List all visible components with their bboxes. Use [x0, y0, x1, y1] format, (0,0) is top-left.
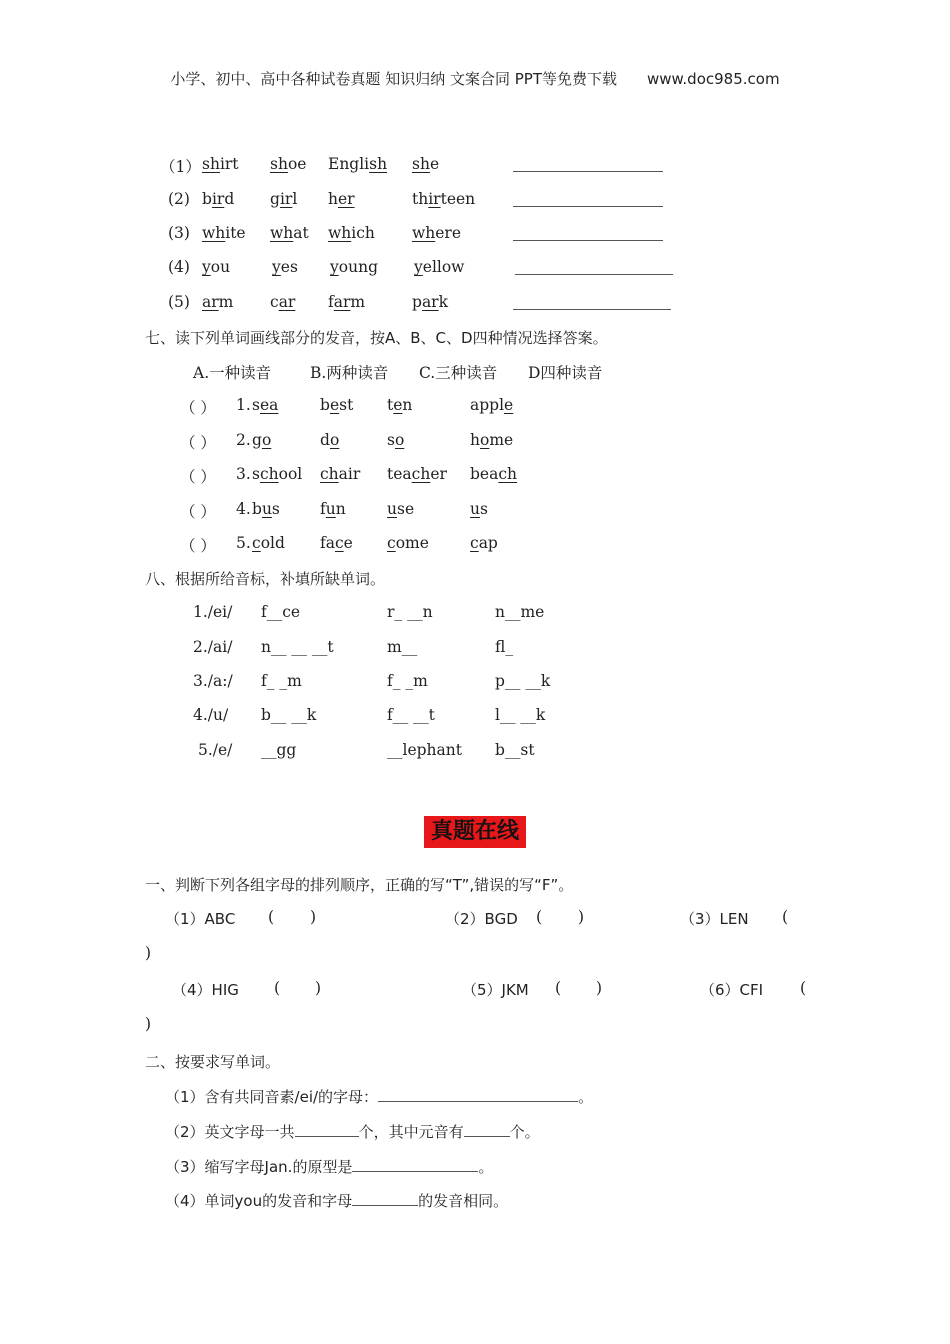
underlined-letters: u [470, 500, 480, 518]
underlined-letters: y [330, 258, 339, 276]
word [412, 224, 461, 242]
fill-word[interactable]: m__ [387, 638, 418, 656]
word [252, 500, 280, 518]
item-text: 个，其中元音有 [358, 1123, 464, 1141]
word-part: oung [338, 258, 378, 276]
underlined-letters: er [337, 190, 355, 208]
word-part: es [280, 258, 298, 276]
word-part: th [412, 190, 429, 208]
fill-word[interactable]: n__ __ __t [261, 638, 334, 656]
underlined-letters: wh [270, 224, 294, 242]
item-number: （3） [165, 1158, 205, 1176]
answer-blank[interactable] [378, 1087, 578, 1102]
item-number: （3）LEN [680, 910, 749, 928]
page-header [0, 68, 950, 89]
row-number: 1. [236, 396, 251, 414]
word-part: fa [320, 534, 335, 552]
answer-paren[interactable]: （ ） [180, 434, 216, 452]
word [412, 155, 439, 173]
underlined-letters: ir [279, 190, 293, 208]
underlined-letters: wh [328, 224, 352, 242]
word-part: d [224, 190, 235, 208]
answer-blank[interactable] [513, 226, 663, 241]
letter-sequence: CFI [739, 981, 764, 999]
letter-sequence: LEN [719, 910, 749, 928]
fill-word[interactable]: p__ __k [495, 672, 551, 690]
paren-close[interactable]: ) [310, 908, 317, 926]
underlined-letters: ar [202, 293, 219, 311]
word-part: ap [478, 534, 498, 552]
word-part: old [260, 534, 285, 552]
item-number: （1） [165, 1088, 205, 1106]
word-part: appl [470, 396, 505, 414]
answer-paren[interactable]: （ ） [180, 537, 216, 555]
word-part: d [320, 431, 330, 449]
paren-open[interactable]: ( [800, 979, 807, 997]
word [328, 155, 387, 173]
word-part: n [335, 500, 346, 518]
fill-word[interactable]: b__ __k [261, 706, 317, 724]
word-part: f [320, 500, 326, 518]
word [202, 258, 230, 276]
fill-word[interactable]: r_ __n [387, 603, 433, 621]
word [387, 396, 412, 414]
underlined-letters: wh [412, 224, 436, 242]
underlined-letters: c [470, 534, 479, 552]
word-part: ite [225, 224, 246, 242]
word-part: e [343, 534, 353, 552]
item-text: 。 [578, 1088, 594, 1106]
row-number: (4) [168, 258, 190, 276]
letter-sequence: JKM [501, 981, 529, 999]
underlined-letters: o [261, 431, 272, 449]
underlined-letters: c [387, 534, 396, 552]
word [328, 190, 355, 208]
underlined-letters: u [261, 500, 272, 518]
word-part: tea [387, 465, 412, 483]
paren-close[interactable]: ) [145, 1015, 152, 1033]
fill-word[interactable]: f__ __t [387, 706, 435, 724]
word [320, 431, 339, 449]
item-text: 缩写字母Jan.的原型是 [204, 1158, 353, 1176]
word [252, 534, 285, 552]
item-text: 单词you的发音和字母 [204, 1192, 353, 1210]
option-label: A.一种读音 [193, 364, 272, 382]
row-number: (2) [168, 190, 190, 208]
item-number: （5）JKM [462, 981, 529, 999]
word-part: er [430, 465, 447, 483]
word [202, 224, 246, 242]
underlined-letters: o [329, 431, 340, 449]
row-number: 2. [236, 431, 251, 449]
word-part: ere [435, 224, 462, 242]
word-part: s [387, 431, 395, 449]
word-part: k [438, 293, 448, 311]
answer-blank[interactable] [352, 1191, 418, 1206]
word-part: e [429, 155, 440, 173]
fill-word[interactable]: __lephant [387, 741, 462, 759]
paren-open[interactable]: ( [782, 908, 789, 926]
underlined-letters: y [202, 258, 211, 276]
word [470, 465, 517, 483]
phonetic-label: 1./ei/ [193, 603, 233, 621]
row-number: 3. [236, 465, 251, 483]
underlined-letters: e [329, 396, 340, 414]
header-text: 小学、初中、高中各种试卷真题 知识归纳 文案合同 PPT等免费下载 [170, 70, 617, 88]
word-part: b [252, 500, 262, 518]
word-part: l [292, 190, 298, 208]
word [270, 155, 306, 173]
fill-word[interactable]: fl_ [495, 638, 514, 656]
item-number: （2）BGD [445, 910, 518, 928]
fill-word[interactable]: f_ _m [261, 672, 302, 690]
item-text: 英文字母一共 [204, 1123, 295, 1141]
row-number: 4. [236, 500, 251, 518]
underlined-letters: c [334, 534, 344, 552]
word-part: ool [278, 465, 303, 483]
letter-sequence: HIG [211, 981, 239, 999]
underlined-letters: ea [259, 396, 279, 414]
word [270, 224, 309, 242]
underlined-letters: ir [428, 190, 441, 208]
word-part: s [271, 500, 280, 518]
paren-open[interactable]: ( [555, 979, 562, 997]
word [272, 258, 298, 276]
paren-close[interactable]: ) [315, 979, 322, 997]
word [202, 190, 234, 208]
underlined-letters: u [325, 500, 336, 518]
answer-blank[interactable] [352, 1157, 478, 1172]
word [414, 258, 464, 276]
underlined-letters: ch [498, 465, 518, 483]
word [387, 534, 429, 552]
q2-title: 二、按要求写单词。 [145, 1053, 281, 1071]
word [412, 190, 475, 208]
word [328, 293, 365, 311]
fill-word[interactable]: f_ _m [387, 672, 428, 690]
item-number: （1）ABC [165, 910, 236, 928]
word-part: ich [351, 224, 375, 242]
word [252, 431, 271, 449]
word-part: g [252, 431, 262, 449]
word [202, 155, 239, 173]
word-part: g [270, 190, 280, 208]
q2-item [165, 1086, 593, 1107]
word-part: air [338, 465, 361, 483]
phonetic-label: 4./u/ [193, 706, 229, 724]
word-part: b [202, 190, 212, 208]
word-part: Engli [328, 155, 370, 173]
fill-word[interactable]: __gg [261, 741, 297, 759]
underlined-letters: o [394, 431, 405, 449]
word-part: oe [287, 155, 307, 173]
word [328, 224, 375, 242]
row-number: (3) [168, 224, 190, 242]
word-part: se [396, 500, 415, 518]
word [470, 534, 498, 552]
section-8-title: 八、根据所给音标，补填所缺单词。 [145, 570, 386, 588]
word-part: c [270, 293, 279, 311]
paren-close[interactable]: ) [596, 979, 603, 997]
answer-blank[interactable] [513, 157, 663, 172]
fill-word[interactable]: n__me [495, 603, 545, 621]
word [330, 258, 378, 276]
item-text: 的发音相同。 [418, 1192, 509, 1210]
row-number: (5) [168, 293, 190, 311]
row-number: 5. [236, 534, 251, 552]
word [270, 190, 297, 208]
answer-blank[interactable] [513, 192, 663, 207]
option-label: D四种读音 [528, 364, 603, 382]
word-part: s [252, 396, 260, 414]
fill-word[interactable]: l__ __k [495, 706, 546, 724]
item-text: 含有共同音素/ei/的字母： [204, 1088, 379, 1106]
word [202, 293, 233, 311]
word-part: m [350, 293, 366, 311]
word [320, 500, 346, 518]
phonetic-label: 2./ai/ [193, 638, 233, 656]
paren-open[interactable]: ( [268, 908, 275, 926]
underlined-letters: c [252, 534, 261, 552]
option-label: C.三种读音 [419, 364, 498, 382]
underlined-letters: ir [211, 190, 225, 208]
underlined-letters: sh [369, 155, 388, 173]
word [387, 431, 404, 449]
answer-blank[interactable] [295, 1122, 359, 1137]
word-part: teen [440, 190, 476, 208]
paren-open[interactable]: ( [536, 908, 543, 926]
row-number: （1） [160, 158, 201, 176]
underlined-letters: o [479, 431, 490, 449]
letter-sequence: ABC [204, 910, 236, 928]
item-number: （6）CFI [700, 981, 764, 999]
word [387, 500, 414, 518]
word-part: ellow [422, 258, 465, 276]
word-part: b [320, 396, 330, 414]
underlined-letters: sh [412, 155, 430, 173]
letter-sequence: BGD [484, 910, 518, 928]
phonetic-label: 5./e/ [198, 741, 233, 759]
word [270, 293, 295, 311]
word-part: ou [210, 258, 231, 276]
underlined-letters: y [272, 258, 281, 276]
word [320, 534, 353, 552]
word-part: f [328, 293, 334, 311]
fill-word[interactable]: b__st [495, 741, 535, 759]
paren-close[interactable]: ) [145, 944, 152, 962]
underlined-letters: e [504, 396, 514, 414]
word [252, 396, 278, 414]
word-part: at [293, 224, 309, 242]
fill-word[interactable]: f__ce [261, 603, 301, 621]
word-part: t [387, 396, 394, 414]
q1-title: 一、判断下列各组字母的排列顺序，正确的写“T”,错误的写“F”。 [145, 876, 574, 894]
word-part: n [402, 396, 413, 414]
q2-item [165, 1121, 540, 1142]
word-part: ome [395, 534, 429, 552]
item-text: 个。 [509, 1123, 540, 1141]
word-part: s [479, 500, 488, 518]
answer-blank[interactable] [464, 1122, 510, 1137]
underlined-letters: ch [320, 465, 339, 483]
underlined-letters: ch [411, 465, 431, 483]
underlined-letters: sh [202, 155, 220, 173]
word-part: h [328, 190, 338, 208]
word [470, 500, 488, 518]
item-number: （4）HIG [172, 981, 239, 999]
underlined-letters: ar [421, 293, 439, 311]
item-text: 。 [478, 1158, 494, 1176]
word [320, 465, 360, 483]
item-number: （2） [165, 1123, 205, 1141]
word-part: bea [470, 465, 499, 483]
word-part: p [412, 293, 422, 311]
word-part: h [470, 431, 480, 449]
word-part: m [218, 293, 234, 311]
underlined-letters: ar [333, 293, 351, 311]
answer-blank[interactable] [513, 295, 671, 310]
answer-blank[interactable] [515, 260, 673, 275]
word-part: me [489, 431, 514, 449]
underlined-letters: ch [259, 465, 279, 483]
q2-item [165, 1190, 508, 1211]
word-part: irt [219, 155, 239, 173]
underlined-letters: ar [278, 293, 296, 311]
item-number: （4） [165, 1192, 205, 1210]
underlined-letters: e [393, 396, 403, 414]
word [412, 293, 448, 311]
option-label: B.两种读音 [310, 364, 389, 382]
underlined-letters: y [414, 258, 423, 276]
paren-open[interactable]: ( [274, 979, 281, 997]
word [470, 431, 513, 449]
word [387, 465, 447, 483]
paren-close[interactable]: ) [578, 908, 585, 926]
phonetic-label: 3./a:/ [193, 672, 233, 690]
banner-title: 真题在线 [424, 816, 526, 848]
word [320, 396, 353, 414]
section-7-title: 七、读下列单词画线部分的发音，按A、B、C、D四种情况选择答案。 [145, 329, 608, 347]
answer-paren[interactable]: （ ） [180, 468, 216, 486]
word-part: s [252, 465, 260, 483]
word [252, 465, 302, 483]
word-part: st [339, 396, 354, 414]
word [470, 396, 513, 414]
header-site: www.doc985.com [646, 70, 780, 88]
answer-paren[interactable]: （ ） [180, 503, 216, 521]
q2-item [165, 1156, 493, 1177]
underlined-letters: wh [202, 224, 226, 242]
underlined-letters: u [387, 500, 397, 518]
underlined-letters: sh [270, 155, 288, 173]
answer-paren[interactable]: （ ） [180, 399, 216, 417]
